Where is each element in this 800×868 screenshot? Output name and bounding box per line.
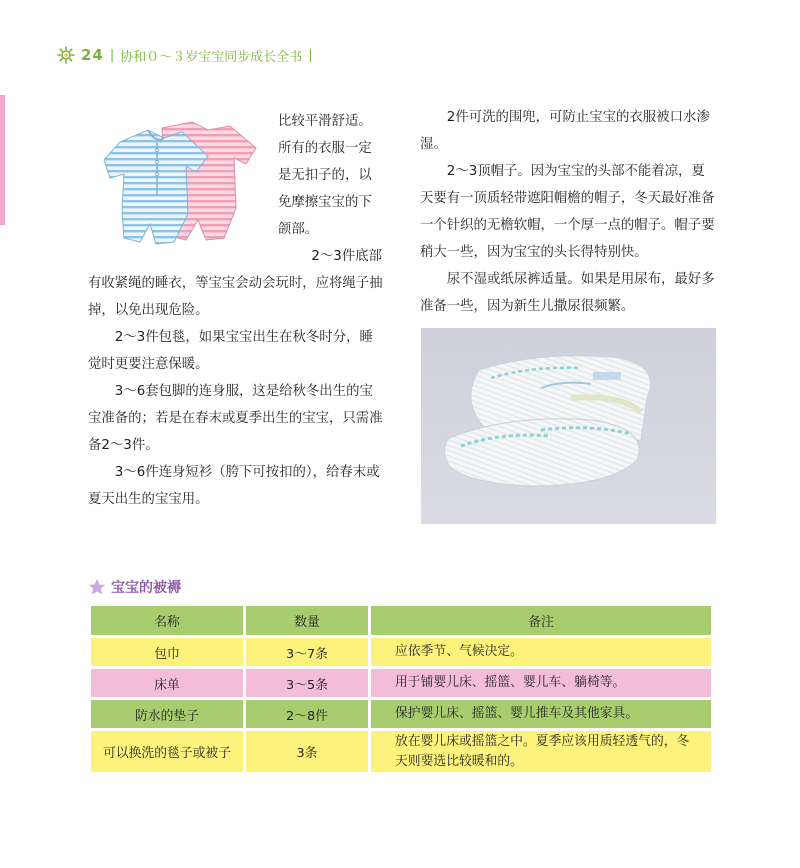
bedding-table xyxy=(88,603,714,775)
cell-quantity: 3～5条 xyxy=(246,669,368,697)
paragraph-footed-onesie: 3～6套包脚的连身服，这是给秋冬出生的宝宝准备的；若是在春末或夏季出生的宝宝，只需准备2～3件。 xyxy=(88,384,383,453)
header-separator: | xyxy=(109,47,115,63)
sun-icon xyxy=(57,46,75,64)
page-header xyxy=(57,44,319,66)
paragraph-hats: 2～3顶帽子。因为宝宝的头部不能着凉，夏天要有一顶质轻带遮阳帽檐的帽子，冬天最好准备一个针织的无檐软帽，一个厚一点的帽子。帽子要稍大一些，因为宝宝的头长得特别快。 xyxy=(420,164,715,260)
page-edge-tab xyxy=(0,95,5,225)
table-row xyxy=(91,669,711,697)
header-notes: 备注 xyxy=(371,606,711,635)
cell-name: 床单 xyxy=(91,669,243,697)
page-number: 24 xyxy=(81,46,104,64)
section-heading xyxy=(88,577,181,597)
paragraph-sleepwear: 有收紧绳的睡衣，等宝宝会动会玩时，应将绳子抽掉，以免出现危险。 xyxy=(88,276,383,318)
cell-note: 放在婴儿床或摇篮之中。夏季应该用质轻透气的，冬天则要选比较暖和的。 xyxy=(371,731,711,772)
cell-quantity: 2～8件 xyxy=(246,700,368,728)
cell-name: 包巾 xyxy=(91,638,243,666)
cell-quantity: 3～7条 xyxy=(246,638,368,666)
paragraph-bibs: 2件可洗的围兜，可防止宝宝的衣服被口水渗湿。 xyxy=(420,110,710,152)
cell-note: 保护婴儿床、摇篮、婴儿推车及其他家具。 xyxy=(371,700,711,728)
paragraph-smooth-line-5: 颌部。 xyxy=(278,222,319,237)
section-title: 宝宝的被褥 xyxy=(111,580,181,596)
paragraph-short-bodysuit: 3～6件连身短衫（胯下可按扣的），给春末或夏天出生的宝宝用。 xyxy=(88,465,380,507)
header-quantity: 数量 xyxy=(246,606,368,635)
table-row xyxy=(91,700,711,728)
star-icon xyxy=(88,578,106,596)
cell-name: 可以换洗的毯子或被子 xyxy=(91,731,243,772)
cell-name: 防水的垫子 xyxy=(91,700,243,728)
paragraph-blanket: 2～3件包毯，如果宝宝出生在秋冬时分，睡觉时更要注意保暖。 xyxy=(88,330,373,372)
paragraph-smooth-line-3: 是无扣子的，以 xyxy=(278,168,372,183)
paragraph-smooth-line-2: 所有的衣服一定 xyxy=(278,141,372,156)
right-text-column xyxy=(420,104,718,320)
cell-note: 应依季节、气候决定。 xyxy=(371,638,711,666)
table-row xyxy=(91,731,711,772)
paragraph-sleepwear-start: 2～3件底部 xyxy=(311,249,382,264)
book-title: 协和０～３岁宝宝同步成长全书 xyxy=(120,49,303,65)
header-separator-end: | xyxy=(308,47,313,63)
table-row xyxy=(91,638,711,666)
left-text-column xyxy=(88,108,386,513)
header-name: 名称 xyxy=(91,606,243,635)
diapers-photo xyxy=(421,328,716,524)
paragraph-smooth-line-1: 比较平滑舒适。 xyxy=(278,114,372,129)
paragraph-smooth-line-4: 免摩擦宝宝的下 xyxy=(278,195,372,210)
cell-note: 用于铺婴儿床、摇篮、婴儿车、躺椅等。 xyxy=(371,669,711,697)
table-header-row xyxy=(91,606,711,635)
paragraph-diapers: 尿不湿或纸尿裤适量。如果是用尿布，最好多准备一些，因为新生儿撒尿很频繁。 xyxy=(420,272,715,314)
cell-quantity: 3条 xyxy=(246,731,368,772)
